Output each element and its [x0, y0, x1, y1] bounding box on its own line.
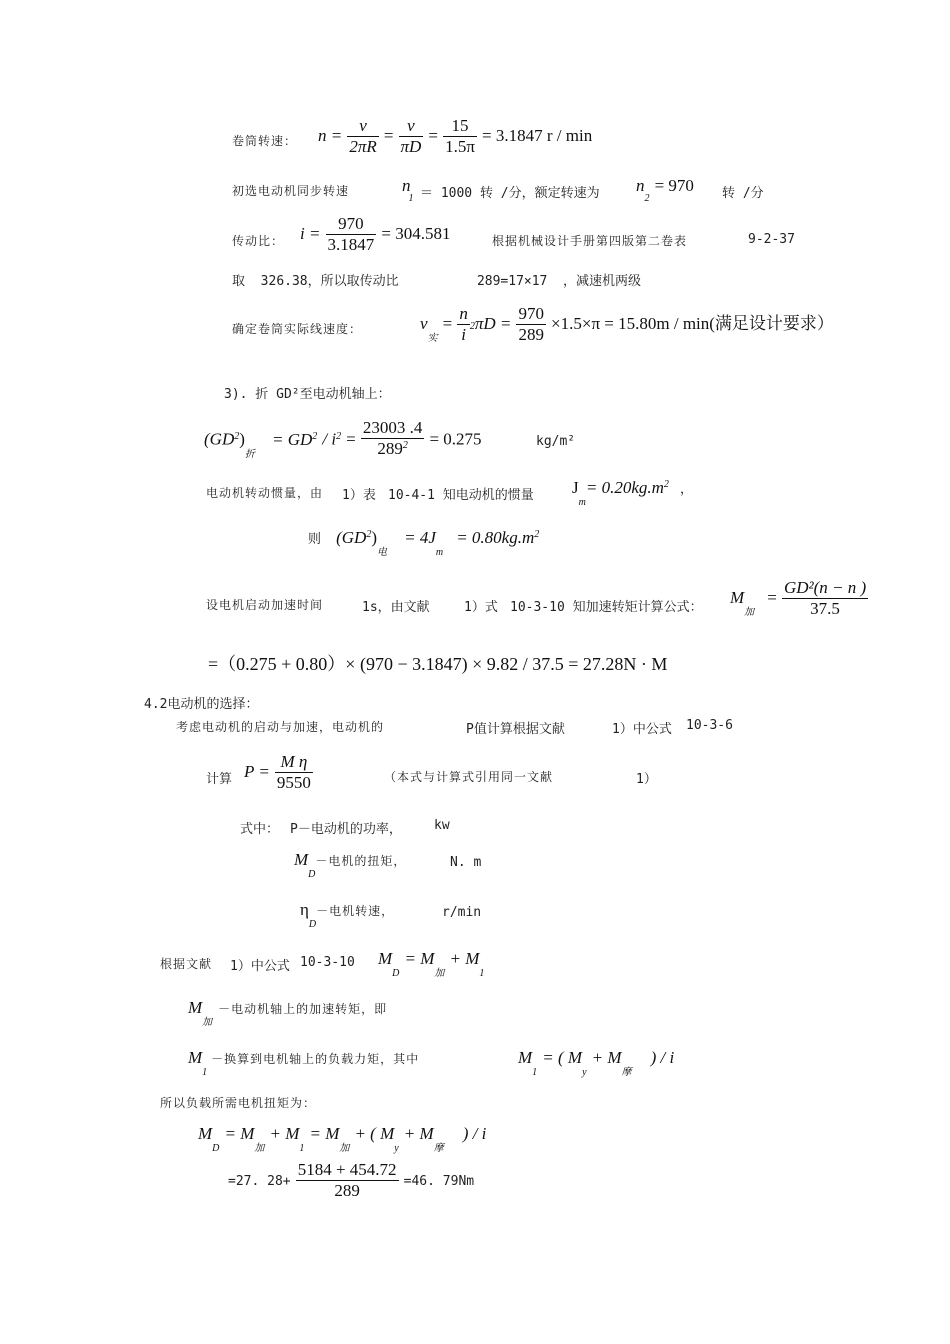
line4: 取 326.38，所以取传动比 289=17×17 ，减速机两级 [232, 274, 642, 289]
accel-time: 1s，由文献 [362, 600, 430, 615]
where-eta-unit: r/min [442, 905, 482, 920]
line1-frac1: $\frac{v}{2\pi R}$ [349, 116, 377, 156]
by-text: 根据文献 [160, 957, 213, 971]
formula-ref: 1） [636, 772, 657, 787]
where-eta: $\eta_D-$电机转速， [300, 900, 395, 930]
section2-heading: 3). 折 GD²至电动机轴上： [224, 387, 391, 402]
where-label: 式中： [240, 822, 280, 837]
line3-text: 根据机械设计手册第四版第二卷表 [492, 234, 688, 248]
gd2-formula: 则 $(GD^2)_电 = 4J_m = 0.80kg.m^2$ [308, 528, 540, 558]
line1-frac3: $\frac{15}{1.5\pi}$ [445, 116, 475, 156]
line5-formula: $v_实$ = $\frac{n}{i}$ 2πD = $\frac{970}{289}$ ×1.5×π = 15.80m / min(满足设计要求） [420, 304, 834, 344]
by-ref: 1）中公式 [230, 959, 290, 974]
line3-ref: 9-2-37 [748, 232, 795, 247]
formula-text: （本式与计算式引用同一文献 [384, 770, 554, 784]
line1-result: = 3.1847 r / min [482, 126, 593, 145]
line2-n1: $n_1$ [402, 176, 414, 204]
power-formula: P = $\frac{\text{M η}}{9550}$ [244, 752, 311, 792]
where-MD-unit: N. m [450, 855, 482, 870]
where-MD: $M_D-$电机的扭矩， [294, 850, 407, 880]
motor-ref-b: 10-4-1 知电动机的惯量 [388, 488, 534, 503]
line3-formula: i = $\frac{970}{3.1847}$ = 304.581 [300, 214, 451, 254]
formula-prefix: 计算 [206, 772, 233, 787]
gd-unit: kg/m² [536, 434, 576, 449]
accel-ref-b: 10-3-10 知加速转矩计算公式： [510, 600, 703, 615]
m1-line: $M_1-$换算到电机轴上的负载力矩，其中 [188, 1048, 420, 1078]
where-P: P－电动机的功率， [290, 822, 402, 837]
line1-lhs: n = [318, 126, 343, 145]
line2-text: ＝ 1000 转 /分，额定转速为 [420, 186, 600, 201]
motor-J: $J_m= 0.20kg.m^2$ ， [572, 478, 694, 508]
intro-ref-num: 10-3-6 [686, 718, 733, 733]
line2-n2: $n_2 = 970$ [636, 176, 694, 204]
motor-text: 电动机转动惯量，由 [206, 486, 324, 500]
intro-text: 考虑电动机的启动与加速，电动机的 [176, 720, 385, 734]
gd-formula: $(GD^2)_折 = GD^2 / i^2$ = $\frac{23003 .4}{289^2}$ = 0.275 [204, 418, 482, 460]
line2-unit: 转 /分 [722, 186, 764, 201]
where-P-unit: kw [434, 818, 450, 833]
final-formula: $M_D = M_加 + M_1 = M_加$ + ( $M_y + M_摩$ ) / i [198, 1124, 487, 1154]
line3-label: 传动比： [232, 234, 285, 248]
accel-ref: 1）式 [464, 600, 498, 615]
line1-frac2: $\frac{v}{\pi D}$ [400, 116, 422, 156]
calc-line: =（0.275 + 0.80）× (970 − 3.1847) × 9.82 / 37.5 = 27.28N · M [208, 654, 668, 674]
intro-ref: 1）中公式 [612, 722, 672, 737]
line1-formula: n = $\frac{v}{2\pi R}$ = $\frac{v}{\pi D}$ = $\frac{15}{1.5\pi}$ = 3.1847 r / min [318, 116, 593, 156]
motor-ref-a: 1）表 [342, 488, 376, 503]
madd-line: $M_加-$电动机轴上的加速转矩，即 [188, 998, 388, 1028]
accel-formula: $M_加$ = $\frac{\text{GD²(n − n )}}{37.5}$ [730, 578, 867, 618]
line2-label: 初选电动机同步转速 [232, 184, 350, 198]
intro-P: P值计算根据文献 [466, 722, 565, 737]
by-formula: $M_D = M_加 + M_1$ [378, 949, 485, 979]
accel-text: 设电机启动加速时间 [206, 598, 324, 612]
line1-label: 卷筒转速： [232, 134, 298, 148]
result-line: =27. 28+ $\frac{5184 + 454.72}{289}$ =46. 79Nm [228, 1160, 475, 1200]
line5-label: 确定卷筒实际线速度： [232, 322, 363, 336]
section3-heading: 4.2电动机的选择： [144, 697, 259, 712]
m1-formula: $M_1$ = ( $M_y + M_摩$ ) / i [518, 1048, 675, 1078]
conclude-text: 所以负载所需电机扭矩为： [160, 1096, 317, 1110]
by-ref-num: 10-3-10 [300, 955, 355, 970]
